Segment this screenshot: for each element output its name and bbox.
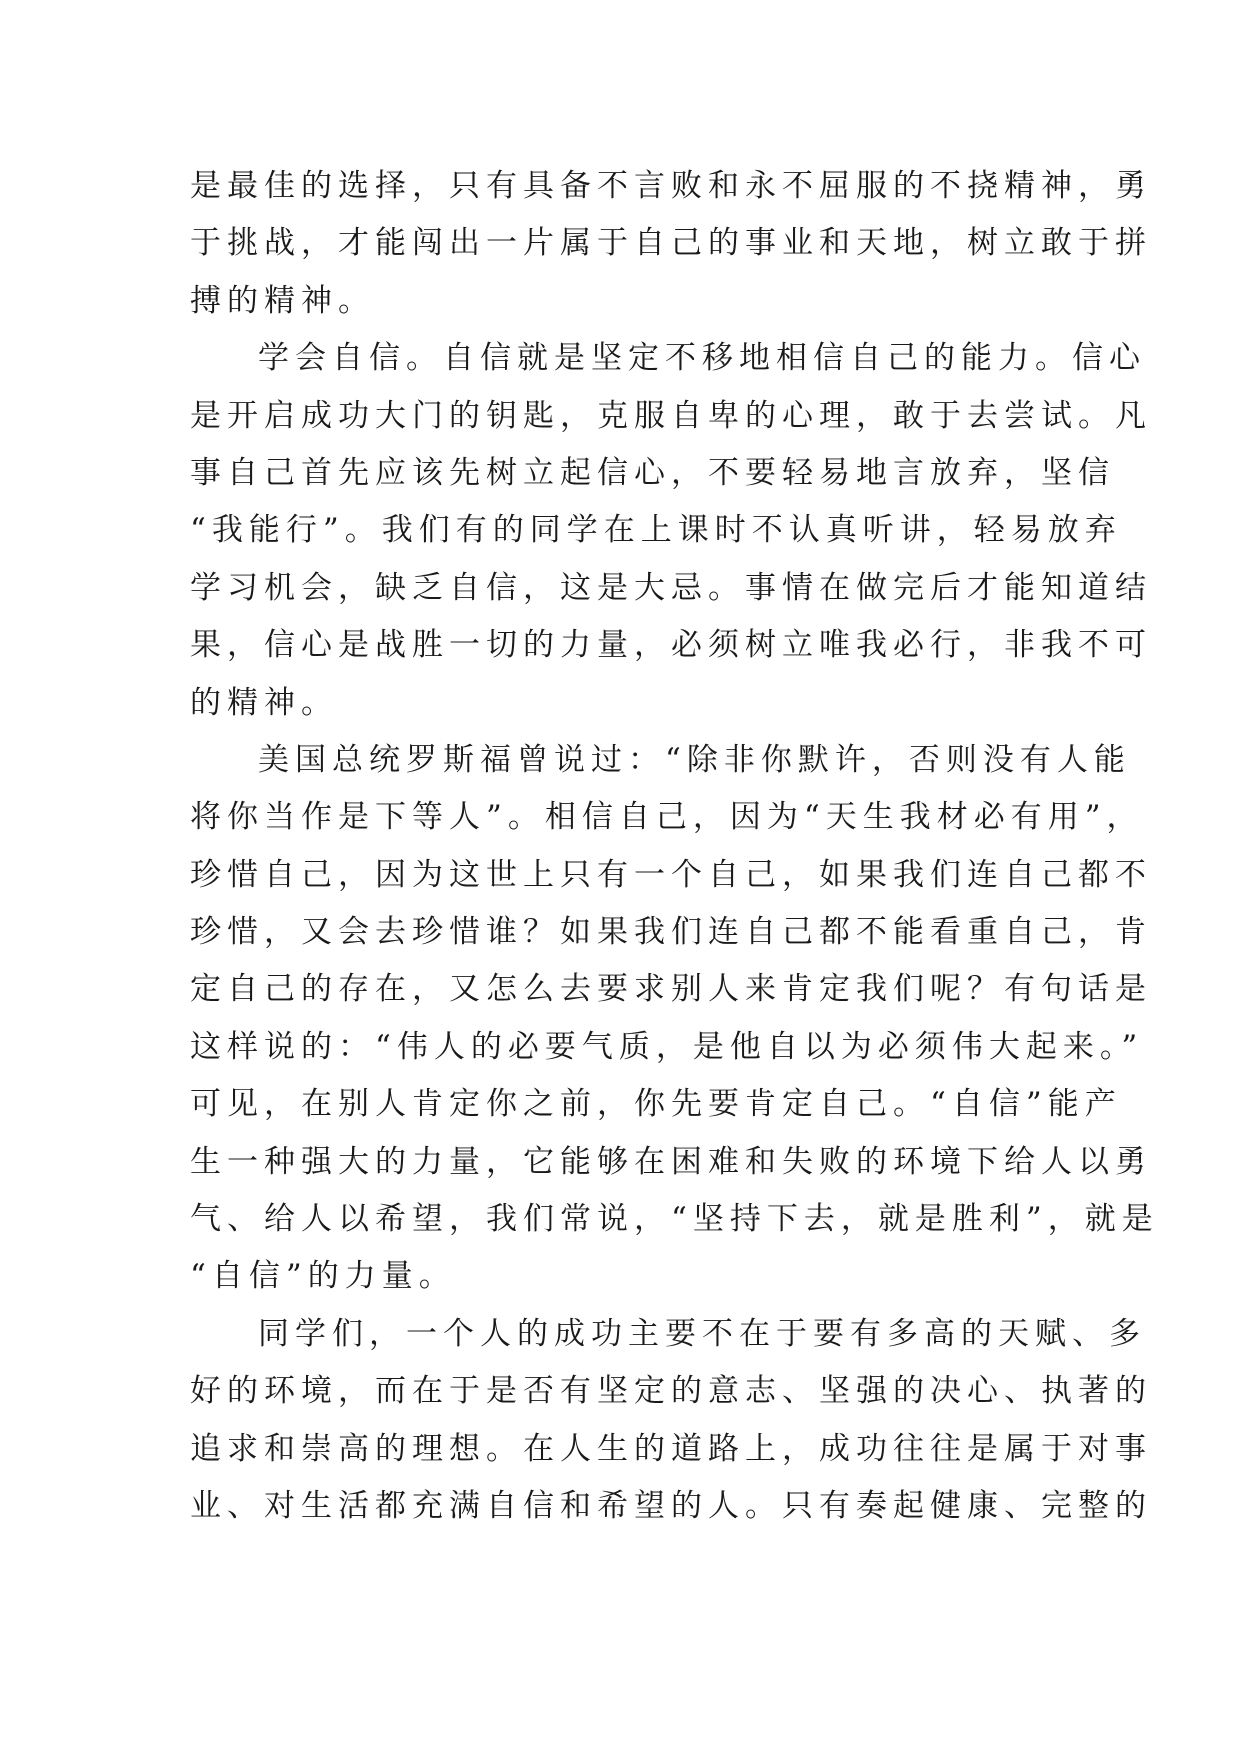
text-line: 的精神。 xyxy=(190,684,338,721)
paragraph-1 xyxy=(190,158,1152,330)
paragraph-3 xyxy=(190,732,1159,1306)
text-line: 珍惜自己，因为这世上只有一个自己，如果我们连自己都不 xyxy=(190,856,1152,893)
text-line: 是最佳的选择，只有具备不言败和永不屈服的不挠精神，勇 xyxy=(190,168,1152,204)
text-line: 于挑战，才能闯出一片属于自己的事业和天地，树立敢于拼 xyxy=(190,225,1152,262)
text-line: 生一种强大的力量，它能够在困难和失败的环境下给人以勇 xyxy=(190,1143,1152,1180)
text-line: 搏的精神。 xyxy=(190,282,375,319)
text-line: 定自己的存在，又怎么去要求别人来肯定我们呢？有句话是 xyxy=(190,971,1152,1008)
text-line: 业、对生活都充满自信和希望的人。只有奏起健康、完整的 xyxy=(190,1487,1152,1524)
text-line: “我能行”。我们有的同学在上课时不认真听讲，轻易放弃 xyxy=(190,512,1122,549)
text-line: 果，信心是战胜一切的力量，必须树立唯我必行，非我不可 xyxy=(190,627,1152,664)
text-line: 学会自信。自信就是坚定不移地相信自己的能力。信心 xyxy=(258,340,1146,377)
text-line: 学习机会，缺乏自信，这是大忌。事情在做完后才能知道结 xyxy=(190,569,1152,606)
text-line: 美国总统罗斯福曾说过：“除非你默许，否则没有人能 xyxy=(258,741,1131,778)
body-text xyxy=(190,158,1159,1535)
paragraph-4 xyxy=(190,1306,1152,1536)
text-line: 这样说的：“伟人的必要气质，是他自以为必须伟大起来。” xyxy=(190,1028,1144,1065)
text-line: 气、给人以希望，我们常说，“坚持下去，就是胜利”，就是 xyxy=(190,1201,1159,1238)
text-line: “自信”的力量。 xyxy=(190,1258,456,1295)
text-line: 将你当作是下等人”。相信自己，因为“天生我材必有用”， xyxy=(190,799,1144,836)
paragraph-2 xyxy=(190,330,1152,732)
text-line: 同学们，一个人的成功主要不在于要有多高的天赋、多 xyxy=(258,1315,1146,1352)
text-line: 是开启成功大门的钥匙，克服自卑的心理，敢于去尝试。凡 xyxy=(190,397,1152,434)
text-line: 事自己首先应该先树立起信心，不要轻易地言放弃，坚信 xyxy=(190,454,1115,491)
text-line: 珍惜，又会去珍惜谁？如果我们连自己都不能看重自己，肯 xyxy=(190,914,1152,951)
text-line: 追求和崇高的理想。在人生的道路上，成功往往是属于对事 xyxy=(190,1430,1152,1467)
text-line: 可见，在别人肯定你之前，你先要肯定自己。“自信”能产 xyxy=(190,1086,1122,1123)
text-line: 好的环境，而在于是否有坚定的意志、坚强的决心、执著的 xyxy=(190,1373,1152,1410)
